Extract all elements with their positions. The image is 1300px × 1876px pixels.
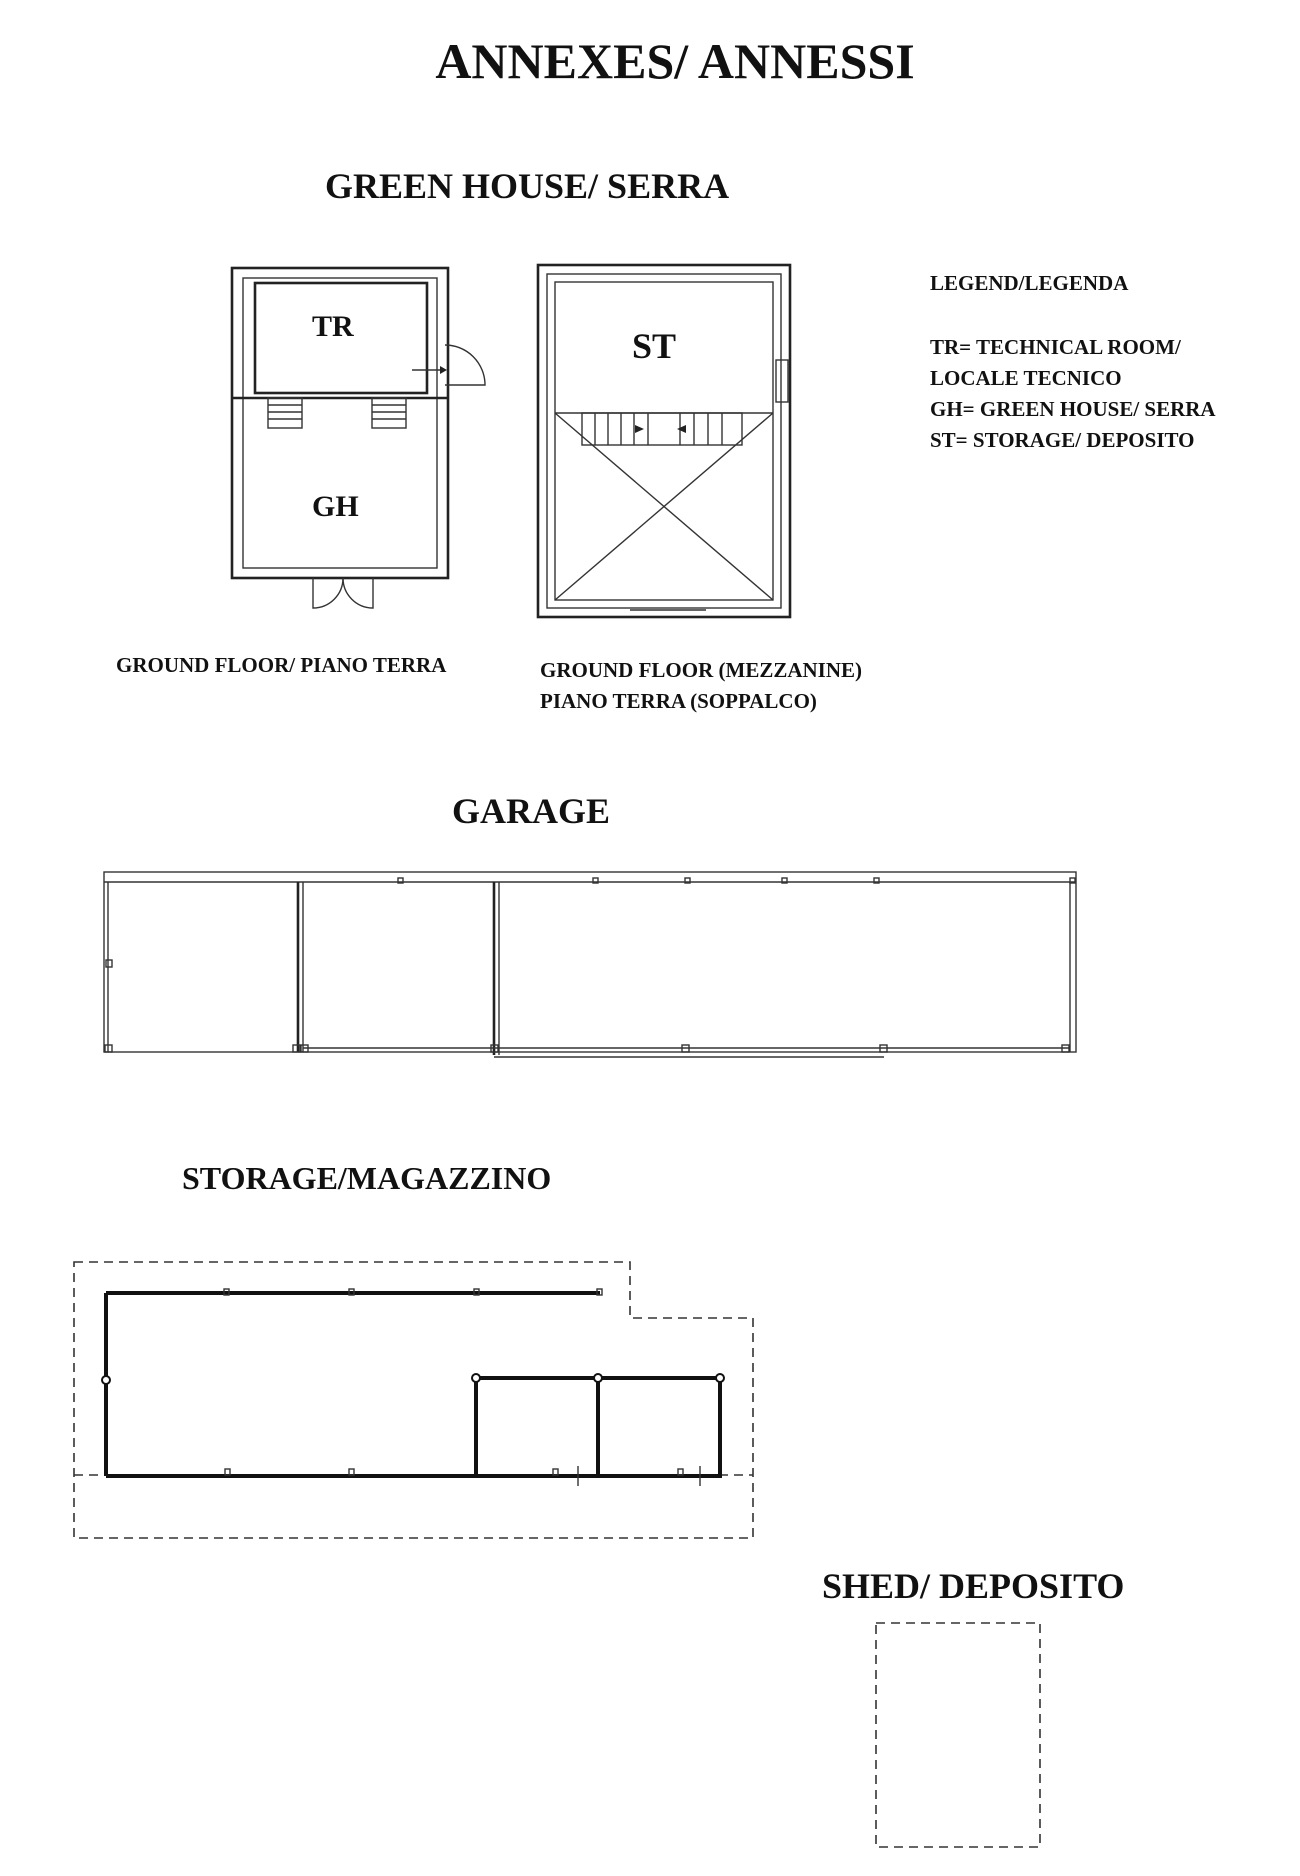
legend-item: LOCALE TECNICO [930,366,1122,390]
shed-heading: SHED/ DEPOSITO [822,1566,1125,1606]
legend-item: ST= STORAGE/ DEPOSITO [930,428,1195,452]
page-title: ANNEXES/ ANNESSI [435,33,915,89]
caption-mezzanine-it: PIANO TERRA (SOPPALCO) [540,689,817,713]
room-label-st: ST [632,326,677,366]
greenhouse-mezzanine-plan [538,265,790,617]
room-label-gh: GH [312,490,359,523]
caption-mezzanine-en: GROUND FLOOR (MEZZANINE) [540,658,863,682]
storage-heading: STORAGE/MAGAZZINO [182,1160,552,1196]
caption-ground-floor: GROUND FLOOR/ PIANO TERRA [116,653,447,677]
shed-plan [876,1623,1040,1847]
greenhouse-ground-floor-plan [232,268,485,608]
legend-item: TR= TECHNICAL ROOM/ [930,335,1181,359]
garage-plan [104,872,1076,1057]
legend-item: GH= GREEN HOUSE/ SERRA [930,397,1216,421]
greenhouse-heading: GREEN HOUSE/ SERRA [325,166,730,206]
legend-title: LEGEND/LEGENDA [930,271,1129,295]
room-label-tr: TR [312,310,354,343]
storage-plan [74,1262,753,1538]
garage-heading: GARAGE [452,791,611,831]
